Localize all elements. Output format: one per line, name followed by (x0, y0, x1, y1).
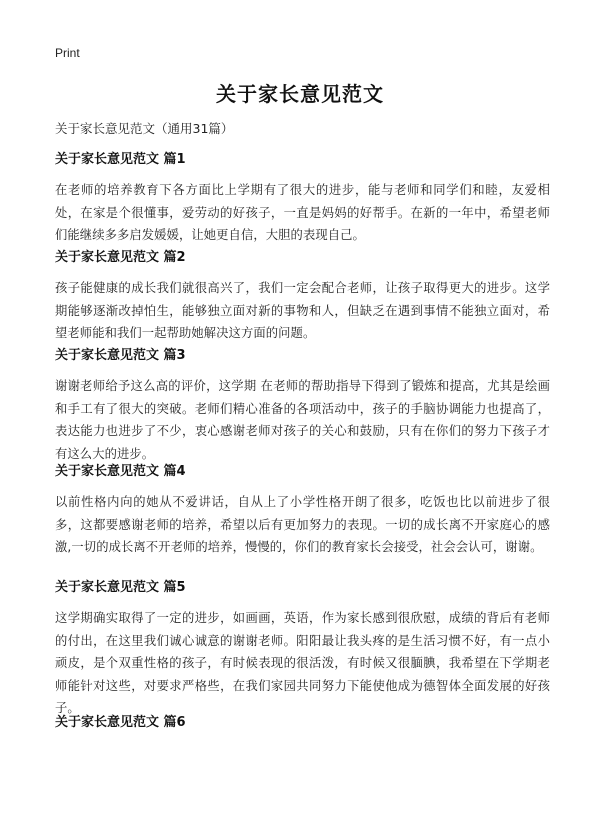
section-heading: 关于家长意见范文 篇4 (55, 464, 186, 479)
section-body: 在老师的培养教育下各方面比上学期有了很大的进步，能与老师和同学们和睦，友爱相处，在家是个很懂事，爱劳动的好孩子，一直是妈妈的好帮手。在新的一年中，希望老师们能继续多多启发媛媛，让她更自信，大胆的表现自己。 (55, 183, 550, 242)
section-4 (55, 463, 550, 559)
section-heading: 关于家长意见范文 篇1 (55, 152, 186, 167)
section-body: 这学期确实取得了一定的进步，如画画，英语，作为家长感到很欣慰，成绩的背后有老师的付出，在这里我们诚心诚意的谢谢老师。阳阳最让我头疼的是生活习惯不好，有一点小顽皮，是个双重性格的孩子，有时候表现的很活泼，有时候又很腼腆，我希望在下学期老师能针对这些，对要求严格些，在我们家园共同努力下能使他成为德智体全面发展的好孩子。 (55, 611, 550, 715)
section-body: 谢谢老师给予这么高的评价，这学期 在老师的帮助指导下得到了锻炼和提高，尤其是绘画和手工有了很大的突破。老师们精心准备的各项活动中，孩子的手脑协调能力也提高了，表达能力也进步了不少，衷心感谢老师对孩子的关心和鼓励，只有在你们的努力下孩子才有这么大的进步。 (55, 379, 550, 461)
section-1 (55, 151, 550, 247)
section-6 (55, 714, 550, 732)
section-body: 以前性格内向的她从不爱讲话，自从上了小学性格开朗了很多，吃饭也比以前进步了很多，这都要感谢老师的培养，希望以后有更加努力的表现。一切的成长离不开家庭心的感激,一切的成长离不开老师的培养，慢慢的，你们的教育家长会接受，社会会认可，谢谢。 (55, 495, 550, 554)
section-5 (55, 579, 550, 720)
print-link[interactable]: Print (55, 46, 80, 60)
section-body: 孩子能健康的成长我们就很高兴了，我们一定会配合老师，让孩子取得更大的进步。这学期能够逐渐改掉怕生，能够独立面对新的事物和人，但缺乏在遇到事情不能独立面对，希望老师能和我们一起帮助她解决这方面的问题。 (55, 281, 550, 340)
section-heading: 关于家长意见范文 篇6 (55, 715, 186, 730)
section-heading: 关于家长意见范文 篇3 (55, 348, 186, 363)
section-heading: 关于家长意见范文 篇5 (55, 580, 186, 595)
document-title: 关于家长意见范文 (216, 82, 384, 106)
section-3 (55, 347, 550, 465)
document-subtitle: 关于家长意见范文（通用31篇） (55, 121, 234, 136)
section-heading: 关于家长意见范文 篇2 (55, 250, 186, 265)
section-2 (55, 249, 550, 345)
